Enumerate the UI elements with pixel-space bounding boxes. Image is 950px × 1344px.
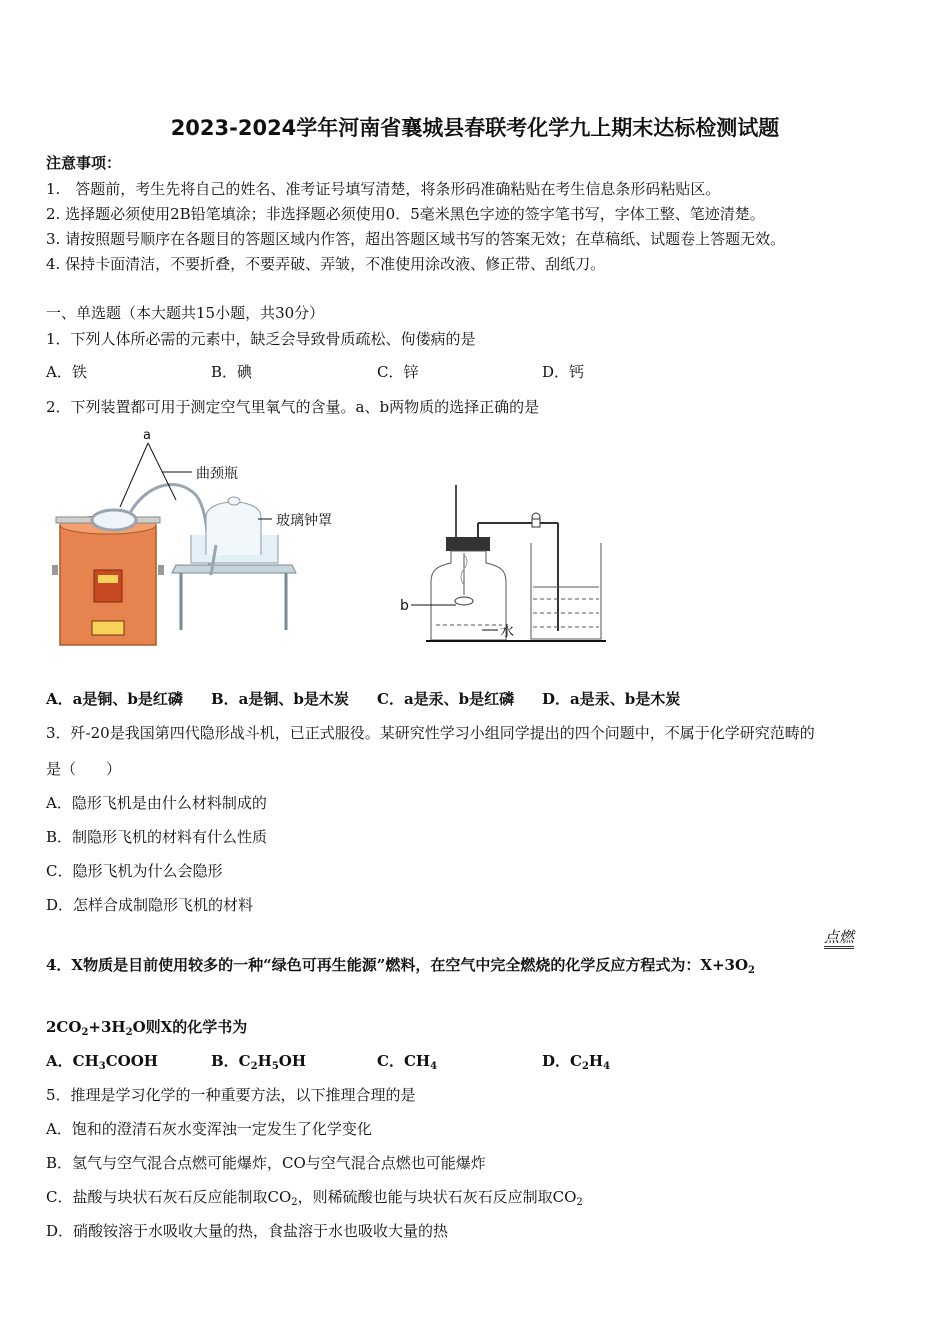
q1-option-d[interactable]: D．钙 (542, 363, 585, 381)
q1-option-c[interactable]: C．锌 (377, 363, 419, 381)
q1-option-b[interactable]: B．碘 (211, 363, 253, 381)
label-flask: 曲颈瓶 (196, 466, 238, 482)
q3-stem-cont: 是（ ） (46, 760, 122, 778)
notice-item: 4. 保持卡面清洁，不要折叠，不要弄破、弄皱，不准使用涂改液、修正带、刮纸刀。 (46, 255, 606, 273)
notice-heading: 注意事项： (46, 154, 122, 172)
notice-item: 1. 答题前，考生先将自己的姓名、准考证号填写清楚，将条形码准确粘贴在考生信息条形码粘贴区。 (46, 180, 721, 198)
q2-apparatus-figure (46, 425, 626, 655)
q2-option-d[interactable]: D．a是汞、b是木炭 (542, 690, 681, 708)
q4-option-b[interactable]: B．$C_2H_5OH$ (211, 1052, 306, 1072)
notice-item: 2. 选择题必须使用2B铅笔填涂；非选择题必须使用0．5毫米黑色字迹的签字笔书写，字体工整、笔迹清楚。 (46, 205, 765, 223)
q4-option-a[interactable]: A．$CH_3COOH$ (46, 1052, 158, 1072)
q5-option-b[interactable]: B．氢气与空气混合点燃可能爆炸，CO与空气混合点燃也可能爆炸 (46, 1154, 486, 1172)
q3-option-c[interactable]: C．隐形飞机为什么会隐形 (46, 862, 223, 880)
q5-option-c[interactable]: C．盐酸与块状石灰石反应能制取$CO_2$，则稀硫酸也能与块状石灰石反应制取$CO_2$ (46, 1188, 583, 1208)
q2-option-b[interactable]: B．a是铜、b是木炭 (211, 690, 349, 708)
q2-option-a[interactable]: A．a是铜、b是红磷 (46, 690, 183, 708)
page-title: 2023-2024学年河南省襄城县春联考化学九上期末达标检测试题 (170, 116, 780, 140)
q1-option-a[interactable]: A．铁 (46, 363, 87, 381)
label-water: 水 (500, 624, 514, 640)
section-heading: 一、单选题（本大题共15小题，共30分） (46, 304, 325, 322)
q3-option-a[interactable]: A．隐形飞机是由什么材料制成的 (46, 794, 267, 812)
label-bell-jar: 玻璃钟罩 (276, 513, 332, 529)
q5-option-a[interactable]: A．饱和的澄清石灰水变浑浊一定发生了化学变化 (46, 1120, 372, 1138)
q4-equation-products: $2CO_2+3H_2O$则X的化学书为 (46, 1018, 248, 1038)
q4-option-c[interactable]: C．$CH_4$ (377, 1052, 438, 1072)
q4-stem: 4．X物质是目前使用较多的一种“绿色可再生能源”燃料，在空气中完全燃烧的化学反应方程式为：$X+3O_2$ (46, 956, 756, 976)
q2-stem: 2．下列装置都可用于测定空气里氧气的含量。a、b两物质的选择正确的是 (46, 398, 540, 416)
q3-option-d[interactable]: D．怎样合成制隐形飞机的材料 (46, 896, 254, 914)
q4-option-d[interactable]: D．$C_2H_4$ (542, 1052, 611, 1072)
label-b: b (400, 598, 409, 614)
q5-stem: 5．推理是学习化学的一种重要方法，以下推理合理的是 (46, 1086, 416, 1104)
furnace-illustration (52, 516, 164, 645)
q1-stem: 1．下列人体所必需的元素中，缺乏会导致骨质疏松、佝偻病的是 (46, 330, 476, 348)
q2-option-c[interactable]: C．a是汞、b是红磷 (377, 690, 515, 708)
reaction-condition: 点燃 (824, 928, 854, 949)
q5-option-d[interactable]: D．硝酸铵溶于水吸收大量的热，食盐溶于水也吸收大量的热 (46, 1222, 449, 1240)
notice-item: 3. 请按照题号顺序在各题目的答题区域内作答，超出答题区域书写的答案无效；在草稿纸、试题卷上答题无效。 (46, 230, 786, 248)
label-a: a (143, 428, 151, 443)
q3-stem: 3．歼-20是我国第四代隐形战斗机，已正式服役。某研究性学习小组同学提出的四个问题中，不属于化学研究范畴的 (46, 724, 815, 742)
bottle-setup (426, 485, 606, 641)
q3-option-b[interactable]: B．制隐形飞机的材料有什么性质 (46, 828, 268, 846)
